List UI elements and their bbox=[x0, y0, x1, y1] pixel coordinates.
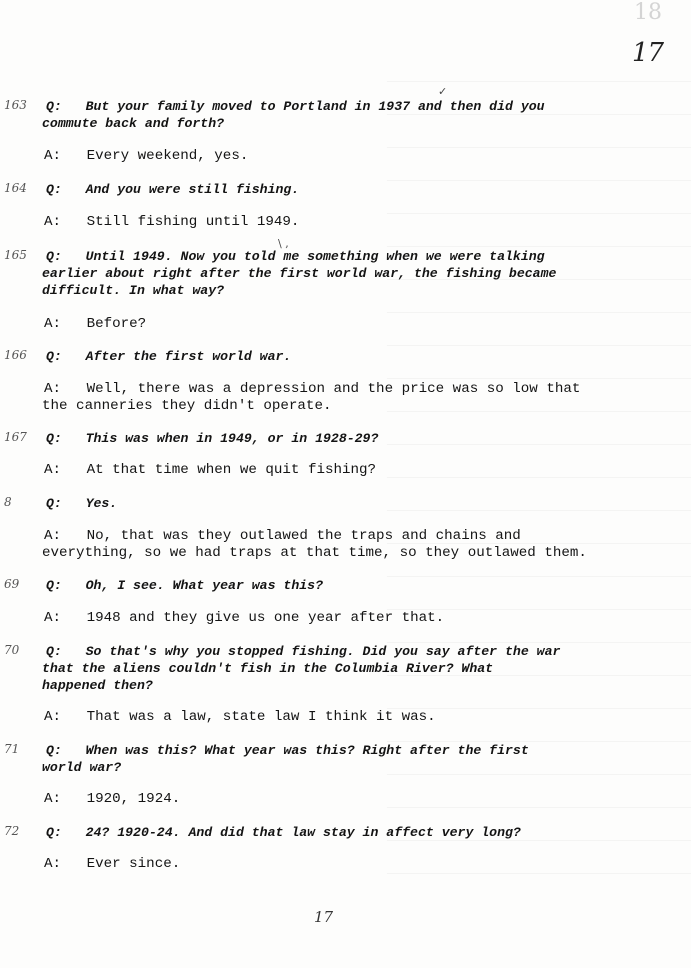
margin-note-number: 164 bbox=[4, 181, 27, 195]
answer-text bbox=[44, 709, 644, 726]
speaker-label: A: bbox=[44, 528, 62, 544]
answer-text bbox=[44, 462, 644, 479]
speaker-label: Q: bbox=[46, 743, 62, 758]
question-text bbox=[42, 643, 646, 694]
line-text: difficult. In what way? bbox=[42, 283, 225, 298]
speaker-label: Q: bbox=[46, 431, 62, 446]
margin-note-number: 8 bbox=[4, 495, 12, 509]
question-text bbox=[46, 824, 646, 841]
line-text: commute back and forth? bbox=[42, 116, 225, 131]
answer-text bbox=[44, 856, 644, 873]
margin-note-number: 69 bbox=[4, 577, 20, 591]
line-text: everything, so we had traps at that time, so they outlawed them. bbox=[42, 544, 587, 561]
line-text: But your family moved to Portland in 1937 and then did you bbox=[85, 99, 545, 114]
pen-mark: \ , bbox=[278, 237, 289, 250]
speaker-label: Q: bbox=[46, 644, 62, 659]
line-text: Every weekend, yes. bbox=[86, 148, 249, 164]
line-text: happened then? bbox=[42, 678, 153, 693]
speaker-label: Q: bbox=[46, 99, 62, 114]
line-text: Before? bbox=[86, 316, 147, 332]
line-text: That was a law, state law I think it was. bbox=[86, 709, 436, 725]
footer-page-number: 17 bbox=[314, 908, 334, 926]
margin-note-number: 165 bbox=[4, 248, 27, 262]
speaker-label: A: bbox=[44, 856, 62, 872]
line-text: earlier about right after the first world war, the fishing became bbox=[42, 266, 557, 281]
question-text bbox=[46, 495, 646, 512]
line-text: 24? 1920-24. And did that law stay in affect very long? bbox=[85, 825, 521, 840]
line-text: 1920, 1924. bbox=[86, 791, 181, 807]
speaker-label: Q: bbox=[46, 496, 62, 511]
pen-mark: ✓ bbox=[438, 85, 448, 98]
margin-note-number: 72 bbox=[4, 824, 20, 838]
line-text: that the aliens couldn't fish in the Columbia River? What bbox=[42, 661, 494, 676]
line-text: the canneries they didn't operate. bbox=[42, 397, 332, 414]
answer-text bbox=[44, 528, 644, 561]
line-text: 1948 and they give us one year after that. bbox=[86, 610, 445, 626]
bleed-page-number: 18 bbox=[634, 0, 662, 25]
line-text: Oh, I see. What year was this? bbox=[85, 578, 323, 593]
speaker-label: A: bbox=[44, 791, 62, 807]
margin-note-number: 167 bbox=[4, 430, 27, 444]
line-text: Until 1949. Now you told me something when we were talking bbox=[85, 249, 545, 264]
question-text bbox=[42, 98, 646, 132]
line-text: This was when in 1949, or in 1928-29? bbox=[85, 431, 379, 446]
corner-page-number: 17 bbox=[632, 38, 664, 68]
question-text bbox=[42, 742, 646, 776]
margin-note-number: 71 bbox=[4, 742, 20, 756]
speaker-label: A: bbox=[44, 610, 62, 626]
line-text: Still fishing until 1949. bbox=[86, 214, 300, 230]
question-text bbox=[46, 430, 646, 447]
speaker-label: Q: bbox=[46, 182, 62, 197]
margin-note-number: 163 bbox=[4, 98, 27, 112]
question-text bbox=[46, 181, 646, 198]
margin-note-number: 166 bbox=[4, 348, 27, 362]
line-text: No, that was they outlawed the traps and chains and bbox=[86, 528, 521, 544]
speaker-label: A: bbox=[44, 462, 62, 478]
speaker-label: A: bbox=[44, 148, 62, 164]
margin-note-number: 70 bbox=[4, 643, 20, 657]
answer-text bbox=[44, 791, 644, 808]
speaker-label: Q: bbox=[46, 349, 62, 364]
speaker-label: A: bbox=[44, 709, 62, 725]
line-text: world war? bbox=[42, 760, 122, 775]
answer-text bbox=[44, 148, 644, 165]
answer-text bbox=[44, 316, 644, 333]
speaker-label: A: bbox=[44, 316, 62, 332]
line-text: Ever since. bbox=[86, 856, 181, 872]
question-text bbox=[46, 577, 646, 594]
line-text: At that time when we quit fishing? bbox=[86, 462, 377, 478]
line-text: After the first world war. bbox=[85, 349, 292, 364]
question-text bbox=[42, 248, 646, 299]
line-text: And you were still fishing. bbox=[85, 182, 300, 197]
speaker-label: Q: bbox=[46, 825, 62, 840]
answer-text bbox=[44, 214, 644, 231]
speaker-label: Q: bbox=[46, 249, 62, 264]
speaker-label: Q: bbox=[46, 578, 62, 593]
line-text: Well, there was a depression and the price was so low that bbox=[86, 381, 581, 397]
speaker-label: A: bbox=[44, 214, 62, 230]
line-text: Yes. bbox=[85, 496, 118, 511]
question-text bbox=[46, 348, 646, 365]
line-text: So that's why you stopped fishing. Did you say after the war bbox=[85, 644, 561, 659]
line-text: When was this? What year was this? Right after the first bbox=[85, 743, 529, 758]
speaker-label: A: bbox=[44, 381, 62, 397]
answer-text bbox=[44, 381, 644, 414]
answer-text bbox=[44, 610, 644, 627]
